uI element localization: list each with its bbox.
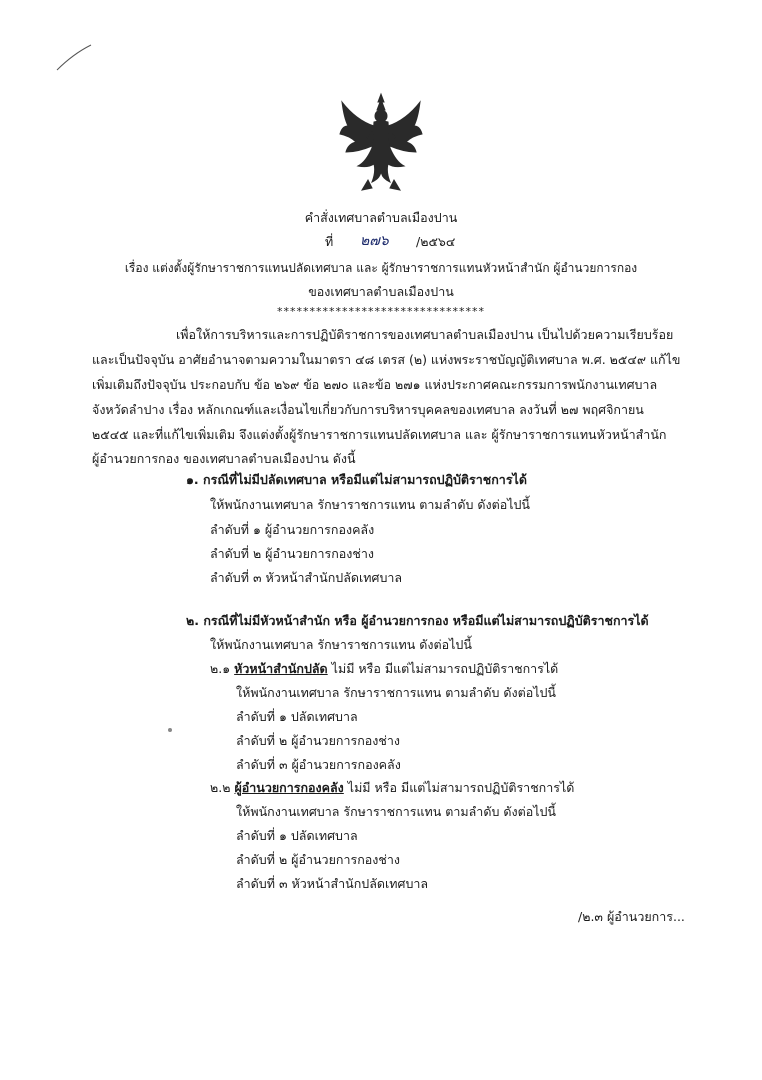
subsection-title: ผู้อำนวยการกองคลัง <box>234 780 344 795</box>
preamble-line: และเป็นปัจจุบัน อาศัยอำนาจตามความในมาตรา ๔๘ เตรส (๒) แห่งพระราชบัญญัติเทศบาล พ.ศ. ๒๕๔๙ แก้ไข <box>92 352 681 367</box>
preamble-line: ผู้อำนวยการกอง ของเทศบาลตำบลเมืองปาน ดังนี้ <box>92 451 356 466</box>
section-1-item: ลำดับที่ ๑ ผู้อำนวยการกองคลัง <box>210 522 375 537</box>
subsection-title: หัวหน้าสำนักปลัด <box>234 661 328 676</box>
separator-stars: ******************************** <box>277 305 485 318</box>
pen-stroke-mark <box>55 42 95 72</box>
subsection-2-2-item: ลำดับที่ ๑ ปลัดเทศบาล <box>236 828 358 843</box>
preamble-line: จังหวัดลำปาง เรื่อง หลักเกณฑ์และเงื่อนไขเกี่ยวกับการบริหารบุคคลของเทศบาล ลงวันที่ ๒๗ พฤศจิกายน <box>92 402 644 417</box>
subsection-2-1-item: ลำดับที่ ๓ ผู้อำนวยการกองคลัง <box>236 757 401 772</box>
subsection-number: ๒.๑ <box>210 661 231 676</box>
section-1-item: ลำดับที่ ๒ ผู้อำนวยการกองช่าง <box>210 546 374 561</box>
section-2-intro: ให้พนักงานเทศบาล รักษาราชการแทน ดังต่อไปนี้ <box>210 637 472 652</box>
order-number-prefix: ที่ <box>325 234 334 249</box>
subsection-2-1-item: ลำดับที่ ๑ ปลัดเทศบาล <box>236 709 358 724</box>
subsection-condition: ไม่มี หรือ มีแต่ไม่สามารถปฏิบัติราชการได้ <box>347 780 575 795</box>
scan-speck <box>168 728 172 732</box>
subject-line-1: เรื่อง แต่งตั้งผู้รักษาราชการแทนปลัดเทศบาล และ ผู้รักษาราชการแทนหัวหน้าสำนัก ผู้อำนวยการกอง <box>124 261 638 275</box>
subsection-2-1-item: ลำดับที่ ๒ ผู้อำนวยการกองช่าง <box>236 733 400 748</box>
subsection-2-2-item: ลำดับที่ ๒ ผู้อำนวยการกองช่าง <box>236 852 400 867</box>
preamble-line: ๒๕๔๕ และที่แก้ไขเพิ่มเติม จึงแต่งตั้งผู้รักษาราชการแทนปลัดเทศบาล และ ผู้รักษาราชการแทนหัวหน้าสำนัก <box>92 427 667 442</box>
subsection-2-2-intro: ให้พนักงานเทศบาล รักษาราชการแทน ตามลำดับ ดังต่อไปนี้ <box>236 804 556 819</box>
section-1-intro: ให้พนักงานเทศบาล รักษาราชการแทน ตามลำดับ ดังต่อไปนี้ <box>210 497 530 512</box>
order-number-handwritten: ๒๗๖ <box>360 233 389 249</box>
garuda-emblem-icon <box>338 92 424 194</box>
section-1-item: ลำดับที่ ๓ หัวหน้าสำนักปลัดเทศบาล <box>210 570 403 585</box>
subsection-number: ๒.๒ <box>210 780 231 795</box>
order-title: คำสั่งเทศบาลตำบลเมืองปาน <box>304 210 458 225</box>
subsection-2-1-heading <box>210 660 558 678</box>
page-continuation: /๒.๓ ผู้อำนวยการ... <box>578 909 685 924</box>
subsection-2-1-intro: ให้พนักงานเทศบาล รักษาราชการแทน ตามลำดับ ดังต่อไปนี้ <box>236 685 556 700</box>
order-number-year: /๒๕๖๔ <box>416 234 456 249</box>
section-2-heading: ๒. กรณีที่ไม่มีหัวหน้าสำนัก หรือ ผู้อำนวยการกอง หรือมีแต่ไม่สามารถปฏิบัติราชการได้ <box>186 613 649 628</box>
subject-line-2: ของเทศบาลตำบลเมืองปาน <box>308 284 454 299</box>
preamble-line: เพื่อให้การบริหารและการปฏิบัติราชการของเทศบาลตำบลเมืองปาน เป็นไปด้วยความเรียบร้อย <box>176 327 674 342</box>
subsection-2-2-heading <box>210 779 574 797</box>
subsection-condition: ไม่มี หรือ มีแต่ไม่สามารถปฏิบัติราชการได้ <box>331 661 559 676</box>
preamble-line: เพิ่มเติมถึงปัจจุบัน ประกอบกับ ข้อ ๒๖๙ ข้อ ๒๗๐ และข้อ ๒๗๑ แห่งประกาศคณะกรรมการพนักงานเทศบาล <box>92 377 658 392</box>
section-1-heading: ๑. กรณีที่ไม่มีปลัดเทศบาล หรือมีแต่ไม่สามารถปฏิบัติราชการได้ <box>186 472 527 487</box>
subsection-2-2-item: ลำดับที่ ๓ หัวหน้าสำนักปลัดเทศบาล <box>236 876 429 891</box>
